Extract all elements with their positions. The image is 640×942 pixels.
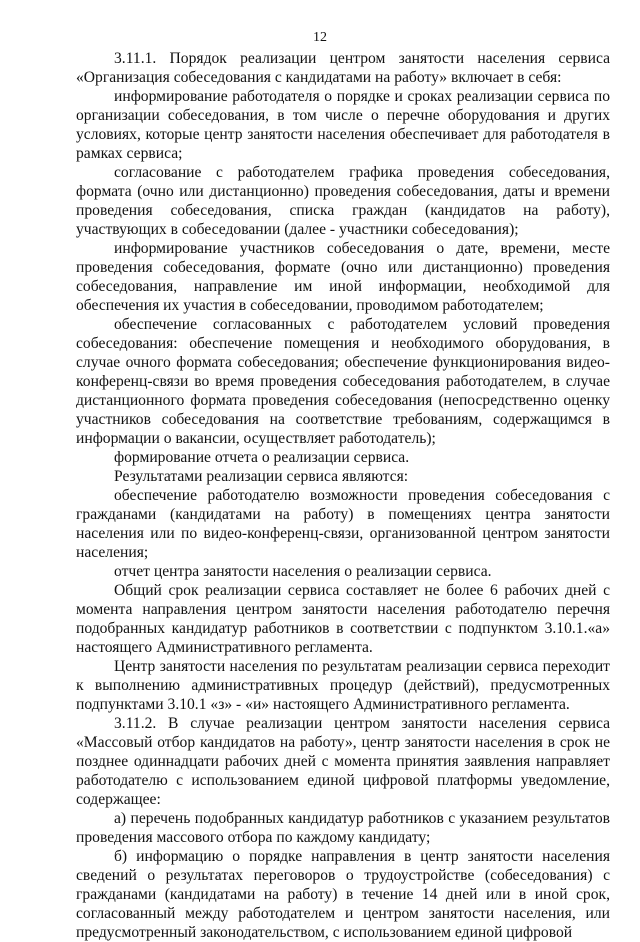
paragraph-agree-schedule: согласование с работодателем графика проведения собеседования, формата (очно или дистанционно) проведения собеседования, даты и времени проведения собеседования, списка граждан (кандидатов на работу), участвующих в собеседовании (далее - участники собеседования); bbox=[76, 164, 610, 238]
paragraph-report-forming: формирование отчета о реализации сервиса. bbox=[114, 449, 410, 466]
page-number: 12 bbox=[313, 30, 327, 45]
paragraph-inform-participants: информирование участников собеседования о дате, времени, месте проведения собеседования, формате (очно или дистанционно) проведения собеседования, направление им иной информации, необходимой для обеспечения их участия в собеседовании, проводимом работодателем; bbox=[76, 240, 610, 314]
document-body bbox=[76, 49, 610, 942]
paragraph-3-11-2-intro: 3.11.2. В случае реализации центром занятости населения сервиса «Массовый отбор кандидатов на работу», центр занятости населения в срок не позднее одиннадцати рабочих дней с момента принятия заявления направляет работодателю с использованием единой цифровой платформы уведомление, содержащее: bbox=[76, 715, 610, 808]
paragraph-total-term: Общий срок реализации сервиса составляет не более 6 рабочих дней с момента направления центром занятости населения работодателю перечня подобранных кандидатур работников в соответствии с подпунктом 3.10.1.«а» настоящего Административного регламента. bbox=[76, 582, 610, 656]
paragraph-inform-employer: информирование работодателя о порядке и сроках реализации сервиса по организации собеседования, в том числе о перечне оборудования и других условиях, которые центр занятости населения обеспечивает для работодателя в рамках сервиса; bbox=[76, 88, 610, 162]
paragraph-item-a: а) перечень подобранных кандидатур работников с указанием результатов проведения массового отбора по каждому кандидату; bbox=[76, 810, 610, 846]
paragraph-result-report: отчет центра занятости населения о реализации сервиса. bbox=[114, 563, 492, 580]
paragraph-result-opportunity: обеспечение работодателю возможности проведения собеседования с гражданами (кандидатами на работу) в помещениях центра занятости населения или по видео-конференц-связи, организованной центром занятости населения; bbox=[76, 487, 610, 561]
paragraph-results-heading: Результатами реализации сервиса являются: bbox=[114, 468, 409, 485]
paragraph-3-11-1-intro: 3.11.1. Порядок реализации центром занятости населения сервиса «Организация собеседования с кандидатами на работу» включает в себя: bbox=[76, 50, 610, 86]
paragraph-provide-conditions: обеспечение согласованных с работодателем условий проведения собеседования: обеспечение помещения и необходимого оборудования, в случае очного формата собеседования; обеспечение функционирования видео-конференц-связи во время проведения собеседования работодателем, в случае дистанционного формата проведения собеседования (непосредственно оценку участников собеседования на соответствие требованиям, содержащимся в информации о вакансии, осуществляет работодатель); bbox=[76, 316, 610, 447]
paragraph-item-b: б) информацию о порядке направления в центр занятости населения сведений о результатах переговоров о трудоустройстве (собеседования) с гражданами (кандидатами на работу) в течение 14 дней или в иной срок, согласованный между работодателем и центром занятости населения, или предусмотренный законодательством, с использованием единой цифровой bbox=[76, 848, 610, 941]
paragraph-next-procedures: Центр занятости населения по результатам реализации сервиса переходит к выполнению административных процедур (действий), предусмотренных подпунктами 3.10.1 «з» - «и» настоящего Административного регламента. bbox=[76, 658, 610, 713]
